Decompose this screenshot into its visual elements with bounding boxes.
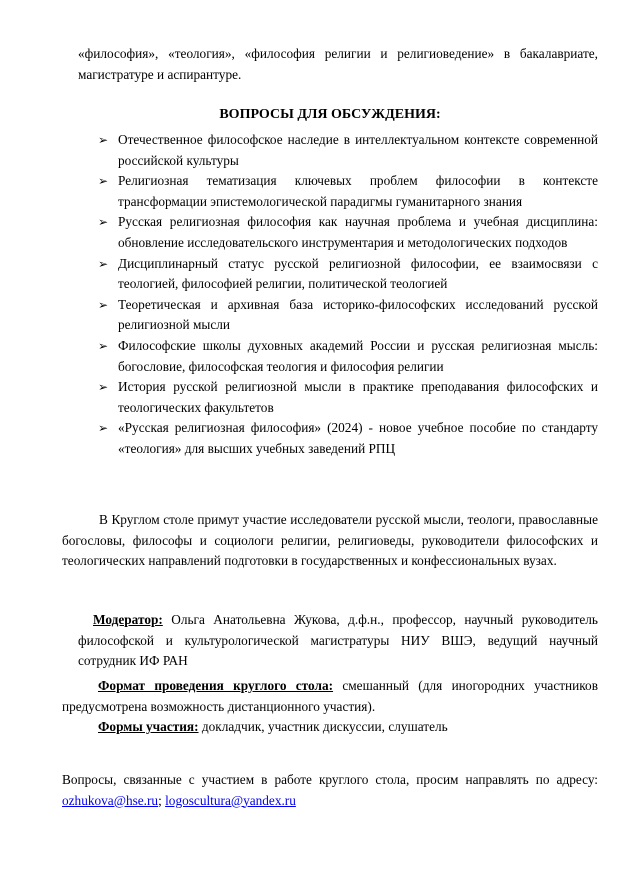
arrow-bullet-icon: ➢ (98, 174, 109, 189)
question-text: Философские школы духовных академий России и русская религиозная мысль: богословие, философская теология и философия религии (118, 337, 598, 374)
email-link-yandex[interactable]: logoscultura@yandex.ru (165, 792, 296, 808)
question-text: Русская религиозная философия как научная проблема и учебная дисциплина: обновление исследовательского инструментария и методологических подходов (118, 214, 598, 250)
forms-label: Формы участия: (98, 719, 199, 734)
contacts-text: Вопросы, связанные с участием в работе круглого стола, просим направлять по адресу: (62, 772, 598, 787)
email-link-hse[interactable]: ozhukova@hse.ru (62, 792, 159, 808)
format-paragraph (62, 676, 598, 717)
contacts-paragraph (62, 770, 598, 811)
moderator-paragraph (78, 610, 598, 672)
list-item (98, 130, 598, 171)
list-item (98, 377, 598, 418)
list-item (98, 295, 598, 336)
arrow-bullet-icon: ➢ (98, 421, 109, 436)
arrow-bullet-icon: ➢ (98, 215, 109, 230)
question-text: «Русская религиозная философия» (2024) - новое учебное пособие по стандарту «теология» для высших учебных заведений РПЦ (118, 420, 598, 456)
arrow-bullet-icon: ➢ (98, 297, 109, 312)
intro-continuation: «философия», «теология», «философия религии и религиоведение» в бакалавриате, магистратуре и аспирантуре. (78, 46, 598, 82)
questions-heading: ВОПРОСЫ ДЛЯ ОБСУЖДЕНИЯ: (219, 107, 441, 122)
list-item (98, 418, 598, 459)
email-separator: ; (158, 792, 166, 808)
moderator-label: Модератор: (93, 612, 163, 627)
forms-paragraph (62, 717, 598, 738)
list-item (98, 336, 598, 377)
arrow-bullet-icon: ➢ (98, 380, 109, 395)
moderator-text: Ольга Анатольевна Жукова, д.ф.н., профессор, научный руководитель философской и культурологической магистратуры НИУ ВШЭ, ведущий научный сотрудник ИФ РАН (78, 612, 598, 669)
list-item (98, 254, 598, 295)
format-label: Формат проведения круглого стола: (98, 678, 334, 693)
list-item (98, 212, 598, 253)
question-text: Отечественное философское наследие в интеллектуальном контексте современной российской культуры (118, 132, 598, 168)
question-text: История русской религиозной мысли в практике преподавания философских и теологических факультетов (118, 379, 598, 415)
arrow-bullet-icon: ➢ (98, 256, 109, 271)
question-text: Дисциплинарный статус русской религиозной философии, ее взаимосвязи с теологией, философией религии, политической теологией (118, 255, 598, 292)
list-item (98, 171, 598, 212)
question-text: Теоретическая и архивная база историко-философских исследований русской религиозной мысли (118, 296, 598, 333)
forms-text: докладчик, участник дискуссии, слушатель (198, 719, 448, 734)
questions-list (98, 130, 598, 460)
question-text: Религиозная тематизация ключевых проблем философии в контексте трансформации эпистемологической парадигмы гуманитарного знания (118, 173, 598, 209)
format-text: смешанный (для иногородних участников предусмотрена возможность дистанционного участия). (62, 678, 598, 714)
arrow-bullet-icon: ➢ (98, 338, 109, 353)
arrow-bullet-icon: ➢ (98, 133, 109, 147)
participants-paragraph: В Круглом столе примут участие исследователи русской мысли, теологи, православные богословы, философы и социологи религии, религиоведы, руководители философских и теологических направлений подготовки в государственных и конфессиональных вузах. (62, 512, 598, 569)
